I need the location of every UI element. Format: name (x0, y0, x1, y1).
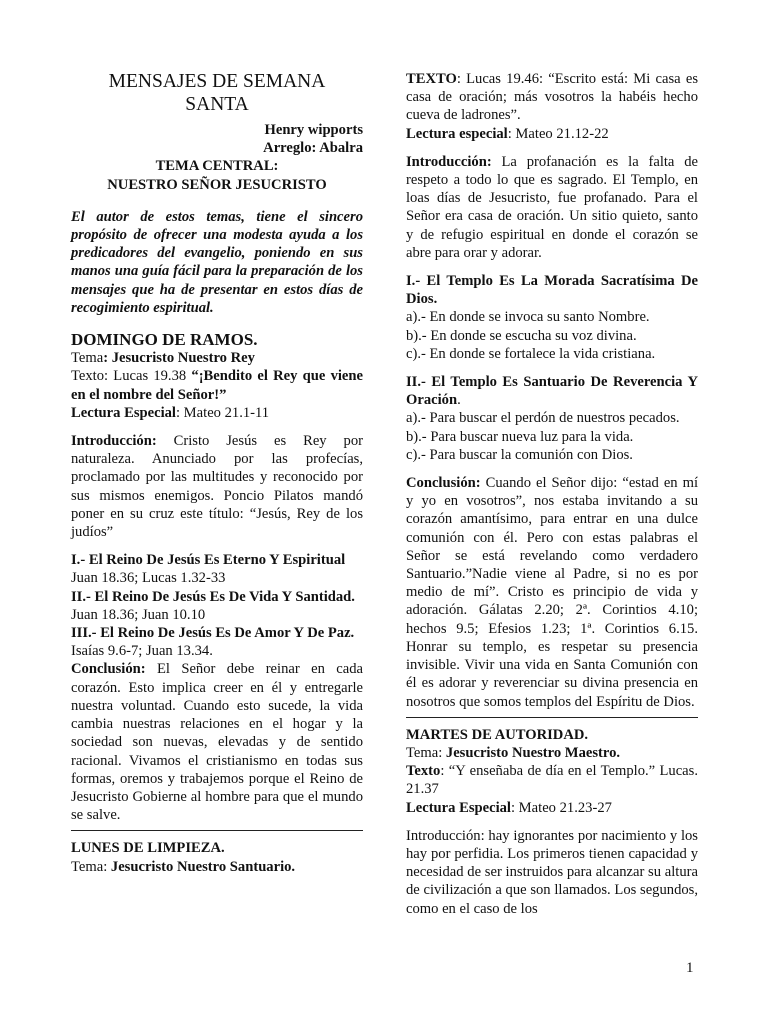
domingo-texto (71, 367, 363, 403)
arranger: Arreglo: Abalra (263, 140, 363, 157)
conclusion-label: Conclusión: (71, 661, 146, 678)
domingo-conclusion (71, 660, 363, 824)
title-line-1: MENSAJES DE SEMANA (108, 71, 326, 92)
introduccion-text: La profanación es la falta de respeto a todo lo que es sagrado. El Templo, en loas días de Jesucristo, fue profanado. Para el Señor era casa de oración. Un sitio quieto, santo y de refugio espiritual en donde el corazón se abre para orar y adorar. (406, 153, 698, 261)
texto-label: Texto (406, 763, 441, 780)
title-line-2: SANTA (185, 94, 249, 115)
martes-tema (406, 744, 698, 762)
lectura-value: : Mateo 21.12-22 (507, 125, 609, 142)
tema-value: Jesucristo Nuestro Santuario. (110, 858, 296, 875)
domingo-introduccion (71, 432, 363, 541)
point-2-heading: II.- El Reino De Jesús Es De Vida Y Santidad. (71, 588, 355, 605)
central-theme-subject: NUESTRO SEÑOR JESUCRISTO (107, 176, 327, 193)
section-divider (406, 717, 698, 718)
templo-point-2-item-b: b).- Para buscar nueva luz para la vida. (406, 428, 634, 445)
lunes-heading: LUNES DE LIMPIEZA. (71, 840, 225, 857)
martes-lectura (406, 799, 698, 817)
texto-label: Texto: Lucas 19.38 (71, 368, 192, 385)
martes-texto (406, 762, 698, 798)
page-number: 1 (686, 960, 694, 976)
martes-heading: MARTES DE AUTORIDAD. (406, 726, 589, 743)
tema-label: Tema: (406, 744, 446, 761)
texto-value: : “Y enseñaba de día en el Templo.” Lucas. 21.37 (406, 763, 698, 798)
conclusion-label: Conclusión: (406, 475, 481, 492)
domingo-heading: DOMINGO DE RAMOS. (71, 330, 258, 350)
templo-point-1-item-a: a).- En donde se invoca su santo Nombre. (406, 309, 650, 326)
texto-label: TEXTO (406, 71, 457, 87)
templo-point-2-item-c: c).- Para buscar la comunión con Dios. (406, 446, 633, 463)
point-2-ref: Juan 18.36; Juan 10.10 (71, 606, 206, 623)
author: Henry wipports (264, 122, 363, 138)
lunes-tema (71, 858, 363, 876)
introduccion-text: Cristo Jesús es Rey por naturaleza. Anunciado por las profecías, proclamado por las multitudes y reconocido por sus mismos enemigos. Poncio Pilatos mandó poner en su cruz este título: “Jesús, Rey de los judíos” (71, 433, 363, 541)
domingo-lectura (71, 404, 363, 422)
point-1-ref: Juan 18.36; Lucas 1.32-33 (71, 570, 226, 587)
lunes-texto (406, 70, 698, 125)
tema-label: Tema: (71, 858, 111, 875)
conclusion-text: Cuando el Señor dijo: “estad en mí y yo en vosotros”, nos estaba invitando a su corazón amantísimo, para entrar en una dulce comunión con él. Pero con estas palabras el Señor se está revelando como verdadero Santuario.”Nadie viene al Padre, si no es por medio de mí”. Cristo es principio de vida y adoración. Gálatas 2.20; 2ª. Corintios 4.10; hechos 9.5; Efesios 1.23; 1ª. Corintios 6.15. Honrar su templo, es respetar su presencia invisible. Vivir una vida en Santa Comunión con él es adorar y reverenciar su divina presencia en nosotros que somos templos del Espíritu de Dios. (406, 475, 698, 710)
lectura-label: Lectura Especial (71, 404, 176, 421)
point-1-heading: I.- El Reino De Jesús Es Eterno Y Espiritual (71, 552, 346, 569)
introduccion-label: Introducción: (406, 153, 492, 170)
templo-point-1-item-c: c).- En donde se fortalece la vida cristiana. (406, 345, 656, 362)
lectura-value: : Mateo 21.1-11 (175, 404, 270, 421)
right-column (406, 70, 698, 918)
martes-introduccion: Introducción: hay ignorantes por nacimiento y los hay por perfidia. Los primeros tienen capacidad y necesidad de ser instruidos para alcanzar su altura de civilización a que son llamados. Los segundos, como en el caso de los (406, 827, 698, 917)
templo-point-2-heading: II.- El Templo Es Santuario De Reverencia Y Oración (406, 374, 698, 409)
tema-value: Jesucristo Nuestro Maestro. (445, 744, 621, 761)
lunes-conclusion (406, 474, 698, 711)
left-column (71, 70, 363, 876)
central-theme-label: TEMA CENTRAL: (155, 158, 279, 175)
domingo-tema (71, 349, 363, 367)
lunes-lectura (406, 125, 698, 143)
document-title (71, 70, 363, 116)
lectura-value: : Mateo 21.23-27 (510, 799, 612, 816)
templo-point-2-item-a: a).- Para buscar el perdón de nuestros pecados. (406, 410, 680, 427)
lectura-label: Lectura Especial (406, 799, 511, 816)
texto-quote: “¡Bendito el Rey que viene en el nombre del Señor!” (71, 368, 364, 403)
point-3-ref: Isaías 9.6-7; Juan 13.34. (71, 643, 213, 660)
templo-point-1-heading: I.- El Templo Es La Morada Sacratísima De Dios. (406, 273, 698, 308)
conclusion-text: El Señor debe reinar en cada corazón. Esto implica creer en él y entregarle nuestra voluntad. Cuando esto sucede, la vida cambia nuestras relaciones en el hogar y la sociedad son nuevas, elevadas y de sentido racional. Vivamos el cristianismo en todas sus formas, oremos y trabajemos porque el Reino de Jesucristo Gobierne al hombre para que el mundo se salve. (71, 661, 363, 824)
lectura-label: Lectura especial (406, 125, 508, 142)
templo-point-2 (406, 373, 698, 409)
author-intro: El autor de estos temas, tiene el sincero propósito de ofrecer una modesta ayuda a los predicadores del evangelio, poniendo en sus manos una guía fácil para la preparación de los mensajes que ha de presentar en estos días de recogimiento espiritual. (71, 208, 363, 316)
templo-point-1-item-b: b).- En donde se escucha su voz divina. (406, 327, 637, 344)
tema-value: : Jesucristo Nuestro Rey (103, 350, 255, 367)
section-divider (71, 830, 363, 831)
texto-value: : Lucas 19.46: “Escrito está: Mi casa es casa de oración; más vosotros la habéis hecho cueva de ladrones”. (406, 71, 698, 124)
introduccion-label: Introducción: (71, 433, 157, 450)
templo-point-2-period: . (457, 392, 461, 409)
tema-label: Tema (71, 350, 104, 367)
point-3-heading: III.- El Reino De Jesús Es De Amor Y De Paz. (71, 625, 355, 642)
lunes-introduccion (406, 153, 698, 262)
